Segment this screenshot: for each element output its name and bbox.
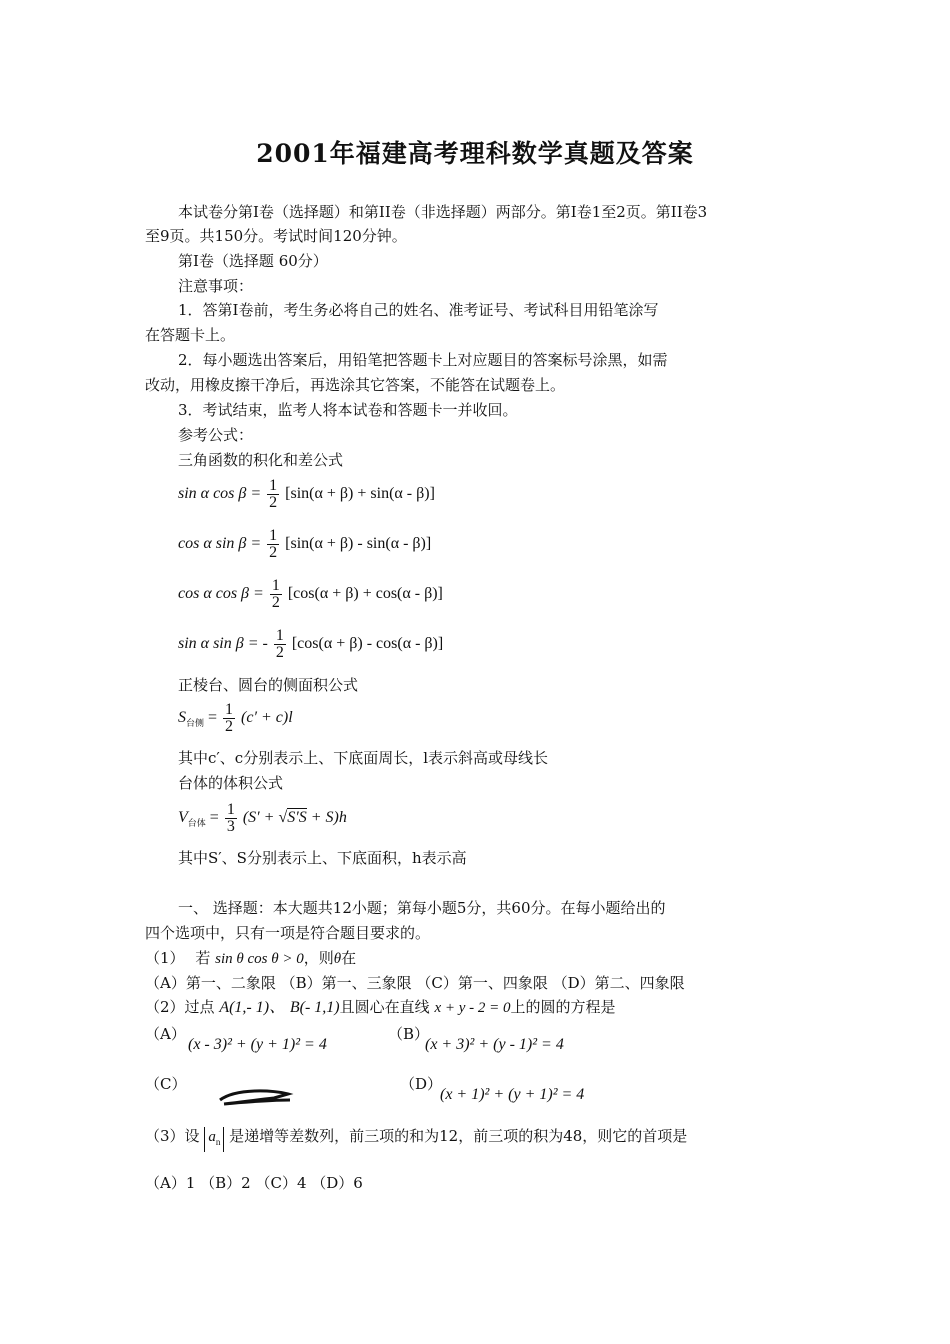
- question-2: [145, 997, 616, 1018]
- q2-point-b: B(- 1,1): [289, 999, 340, 1016]
- ref-heading: 参考公式：: [178, 426, 254, 444]
- q2-option-b-label: （B）: [388, 1025, 430, 1043]
- formula-2: [178, 528, 431, 561]
- q3-sequence-subscript: n: [215, 1137, 221, 1147]
- formula-1-lhs: sin α cos β =: [178, 485, 262, 503]
- trig-heading: 三角函数的积化和差公式: [178, 451, 344, 469]
- intro-line-1: 本试卷分第Ⅰ卷（选择题）和第II卷（非选择题）两部分。第Ⅰ卷1至2页。第II卷3: [178, 203, 708, 221]
- fraction-third: $\frac{1}{3}$: [226, 801, 235, 835]
- q2-option-a: (x - 3)² + (y + 1)² = 4: [188, 1036, 327, 1053]
- formula-3: [178, 578, 443, 611]
- note-1b: 在答题卡上。: [145, 326, 236, 344]
- fraction-half: $\frac{1}{2}$: [269, 527, 278, 561]
- formula-1-rhs: [sin(α + β) + sin(α - β)]: [285, 485, 435, 503]
- fraction-half: $\frac{1}{2}$: [269, 477, 278, 511]
- formula-2-lhs: cos α sin β =: [178, 535, 262, 553]
- q2-line-equation: x + y - 2 = 0: [434, 1000, 511, 1016]
- q3-text-b: 是递增等差数列，前三项的和为12，前三项的积为48，则它的首项是: [229, 1127, 688, 1145]
- formula-2-rhs: [sin(α + β) - sin(α - β)]: [285, 535, 432, 553]
- sqrt-sign: √: [278, 809, 288, 827]
- volume-subscript: 台体: [187, 818, 206, 829]
- q2-option-c-image: [214, 1086, 294, 1106]
- q3-sequence-symbol: a: [208, 1129, 216, 1145]
- volume-note: 其中S′、S分别表示上、下底面积，h表示高: [178, 849, 467, 867]
- notes-heading: 注意事项：: [178, 277, 254, 295]
- q2-option-d: (x + 1)² + (y + 1)² = 4: [440, 1086, 585, 1103]
- lateral-area-formula: $S_{台侧}$ = $\frac{1}{2}$ (c′ + c)l: [178, 701, 293, 735]
- q2-text-c: 上的圆的方程是: [510, 998, 616, 1016]
- lateral-area-symbol: S: [178, 709, 186, 727]
- volume-formula: $V_{台体}$ = $\frac{1}{3}$ (S′ + √S′S + S)h: [178, 801, 347, 835]
- formula-4-lhs: sin α sin β = -: [178, 635, 268, 653]
- lateral-area-note: 其中c′、c分别表示上、下底面周长，l表示斜高或母线长: [178, 749, 549, 767]
- q1-variable: θ: [333, 951, 342, 967]
- intro-line-2: 至9页。共150分。考试时间120分钟。: [145, 227, 407, 245]
- q3-text-a: （3）设: [145, 1127, 200, 1145]
- q1-label: （1）: [145, 949, 185, 967]
- q1-options: （A）第一、二象限 （B）第一、三象限 （C）第一、四象限 （D）第二、四象限: [145, 974, 685, 992]
- q2-point-a: A(1,- 1)、: [219, 999, 286, 1016]
- q2-option-c-label: （C）: [145, 1075, 187, 1093]
- formula-4-rhs: [cos(α + β) - cos(α - β)]: [291, 635, 444, 653]
- q1-condition: sin θ cos θ > 0: [215, 951, 304, 967]
- q2-text-a: （2）过点: [145, 998, 215, 1016]
- q1-text-c: 在: [341, 949, 357, 967]
- formula-3-lhs: cos α cos β =: [178, 585, 264, 603]
- lateral-area-rhs: (c′ + c)l: [241, 709, 293, 727]
- volume-symbol: V: [178, 809, 188, 827]
- question-1: [145, 948, 356, 969]
- section1-line-1: 一、 选择题：本大题共12小题；第每小题5分，共60分。在每小题给出的: [178, 899, 666, 917]
- frustum-heading: 正棱台、圆台的侧面积公式: [178, 676, 359, 694]
- volume-sqrt-term: S′S: [287, 809, 307, 827]
- formula-4: [178, 628, 443, 661]
- q3-sequence: [204, 1127, 224, 1152]
- q1-text-a: 若: [195, 949, 211, 967]
- q2-option-d-label: （D）: [400, 1075, 443, 1093]
- note-3: 3．考试结束，监考人将本试卷和答题卡一并收回。: [178, 401, 518, 419]
- part1-heading: 第Ⅰ卷（选择题 60分）: [178, 252, 328, 270]
- broken-formula-glyph: [220, 1091, 290, 1104]
- volume-rhs-a: (S′ +: [242, 809, 279, 827]
- question-3: [145, 1126, 687, 1152]
- q1-text-b: ，则: [303, 949, 334, 967]
- note-1a: 1．答第Ⅰ卷前，考生务必将自己的姓名、准考证号、考试科目用铅笔涂写: [178, 301, 659, 319]
- fraction-half: $\frac{1}{2}$: [271, 577, 280, 611]
- formula-1: [178, 478, 435, 511]
- q3-options: （A）1 （B）2 （C）4 （D）6: [145, 1174, 363, 1192]
- volume-heading: 台体的体积公式: [178, 774, 284, 792]
- q2-option-b: (x + 3)² + (y - 1)² = 4: [425, 1036, 564, 1053]
- q2-option-a-label: （A）: [145, 1025, 186, 1043]
- fraction-half: $\frac{1}{2}$: [275, 627, 284, 661]
- volume-rhs-b: + S)h: [306, 809, 347, 827]
- formula-3-rhs: [cos(α + β) + cos(α - β)]: [287, 585, 443, 603]
- q2-text-b: 且圆心在直线: [339, 998, 430, 1016]
- lateral-area-subscript: 台侧: [186, 718, 205, 729]
- note-2b: 改动，用橡皮擦干净后，再选涂其它答案，不能答在试题卷上。: [145, 376, 566, 394]
- section1-line-2: 四个选项中，只有一项是符合题目要求的。: [145, 924, 431, 942]
- fraction-half: $\frac{1}{2}$: [225, 701, 234, 735]
- note-2a: 2．每小题选出答案后，用铅笔把答题卡上对应题目的答案标号涂黑，如需: [178, 351, 668, 369]
- page-title: 2001年福建高考理科数学真题及答案: [256, 139, 694, 168]
